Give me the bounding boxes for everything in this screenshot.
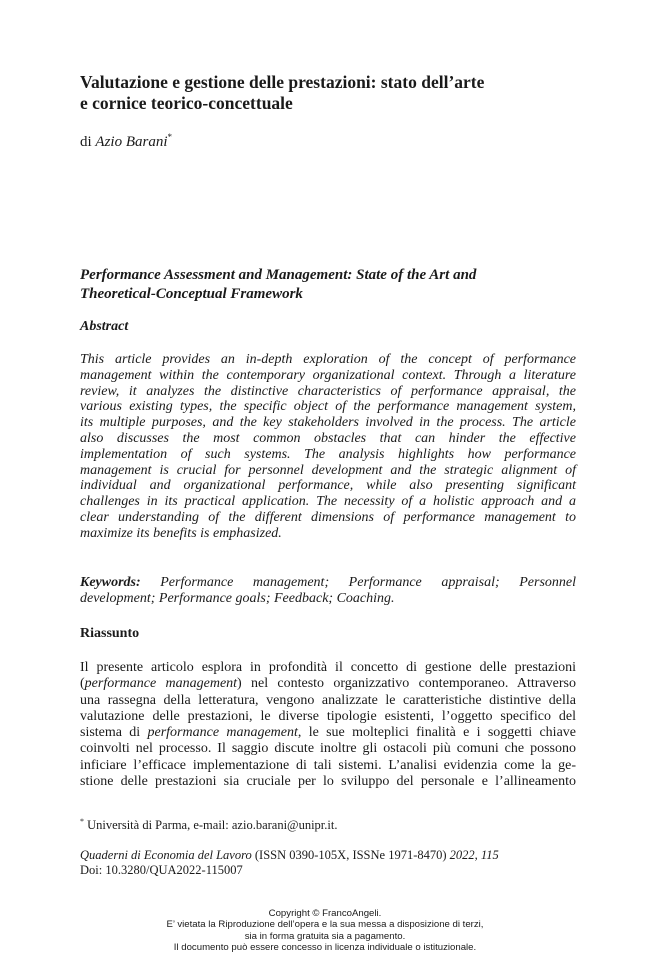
journal-issn: (ISSN 0390-105X, ISSNe 1971-8470) <box>251 848 450 862</box>
riassunto-body <box>80 660 576 790</box>
english-title-line: Theoretical-Conceptual Framework <box>80 286 303 302</box>
copyright-line: sia in forma gratuita sia a pagamento. <box>244 930 406 942</box>
english-title <box>80 266 580 304</box>
paper-title-line: e cornice teorico-concettuale <box>80 93 293 113</box>
keywords-line <box>80 575 576 591</box>
abstract-line: This article provides an in-depth exploration of the concept of performance <box>80 352 576 367</box>
abstract-line: clear understanding of the different dimensions of performance management to <box>80 509 576 525</box>
keywords-label: Keywords: <box>80 575 141 590</box>
journal-line <box>80 848 576 863</box>
author-name: Azio Barani <box>95 134 168 150</box>
paper-title <box>80 72 580 114</box>
riassunto-line: inficiare l’efficace implementazione di tali sistemi. L’analisi evidenzia come la ge- <box>80 757 576 773</box>
journal-citation <box>80 848 576 878</box>
abstract-line: also discusses the most common obstacles that can hinder the effective <box>80 430 576 446</box>
riassunto-line: coinvolti nel processo. Il saggio discute inoltre gli ostacoli più comuni che possono <box>80 741 576 757</box>
riassunto-line: valutazione delle prestazioni, le diverse tipologie esistenti, l’oggetto specifico del <box>80 708 576 724</box>
copyright-notice <box>0 908 650 954</box>
copyright-line: Copyright © FrancoAngeli. <box>268 908 382 919</box>
riassunto-italic-term: performance management <box>84 676 238 692</box>
abstract-line: its multiple purposes, and the key stakeholders involved in the process. The article <box>80 415 576 431</box>
abstract-line: management within the contemporary organizational context. Through a literature <box>80 367 576 383</box>
footnote-text: Università di Parma, e-mail: azio.barani@unipr.it. <box>84 818 338 832</box>
paper-title-line: Valutazione e gestione delle prestazioni: stato dell’arte <box>80 72 485 92</box>
keywords <box>80 575 576 607</box>
footnote-marker: * <box>167 132 173 142</box>
riassunto-heading: Riassunto <box>80 626 140 641</box>
author-byline <box>80 134 172 151</box>
riassunto-italic-term: performance management <box>147 725 298 741</box>
riassunto-line: stione delle prestazioni sia cruciale per lo sviluppo del personale e l’allineamento <box>80 774 576 790</box>
journal-doi: Doi: 10.3280/QUA2022-115007 <box>80 863 243 877</box>
abstract-line: challenges in its practical application. The necessity of a holistic approach and a <box>80 494 576 510</box>
copyright-line: E’ vietata la Riproduzione dell’opera e la sua messa a disposizione di terzi, <box>166 919 484 931</box>
abstract-line: individual and organizational performance, while also presenting significant <box>80 478 576 494</box>
riassunto-line: Il presente articolo esplora in profondità il concetto di gestione delle prestazioni <box>80 660 576 675</box>
abstract-line: maximize its benefits is emphasized. <box>80 525 282 541</box>
journal-issue: 2022, 115 <box>449 848 499 862</box>
journal-name: Quaderni di Economia del Lavoro <box>80 848 252 862</box>
riassunto-line: una rassegna della letteratura, vengono analizzate le caratteristiche distintive della <box>80 692 576 708</box>
footnote-marker: * <box>80 816 84 826</box>
affiliation-footnote <box>80 818 337 833</box>
copyright-line: Il documento può essere concesso in licenza individuale o istituzionale. <box>173 942 477 954</box>
riassunto-line <box>80 676 576 692</box>
english-title-line: Performance Assessment and Management: State of the Art and <box>80 267 477 283</box>
riassunto-text: ( <box>80 676 85 692</box>
keywords-line: development; Performance goals; Feedback; Coaching. <box>80 591 395 606</box>
riassunto-text: , le sue molteplici finalità e i soggetti chiave <box>297 725 576 741</box>
abstract-line: management is crucial for personnel development and the strategic alignment of <box>80 462 576 478</box>
abstract-body <box>80 352 576 542</box>
abstract-heading: Abstract <box>80 319 129 334</box>
abstract-line: review, it analyzes the distinctive characteristics of performance appraisal, the <box>80 383 576 399</box>
riassunto-text: ) nel contesto organizzativo contemporaneo. Attraverso <box>237 676 576 692</box>
author-prefix: di <box>80 134 92 150</box>
riassunto-line <box>80 725 576 741</box>
keywords-text: Performance management; Performance appraisal; Personnel <box>160 575 577 590</box>
riassunto-text: sistema di <box>80 725 148 741</box>
abstract-line: various existing types, the specific object of the performance management system, <box>80 399 576 415</box>
abstract-line: implementation of such systems. The analysis highlights how performance <box>80 446 576 462</box>
